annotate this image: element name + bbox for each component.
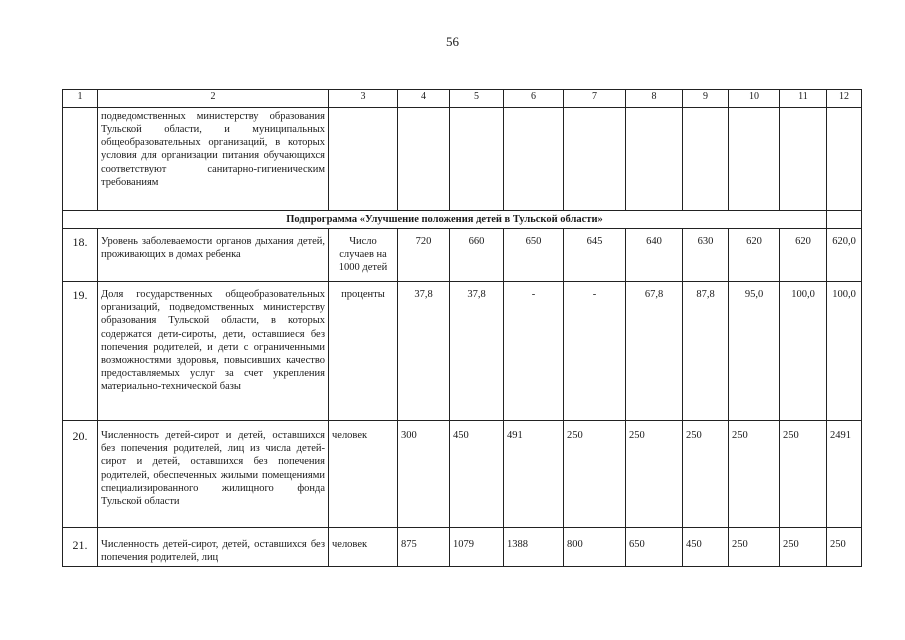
row-description-cell: Доля государственных общеобразовательных организаций, подведомственных министерству образования Тульской области, в которых содержатся дети-сироты, дети, оставшиеся без попечения родителей, и дети с ограниченными возможностями здоровья, повысивших качество предоставляемых услуг за счет укрепления материально-технической базы <box>98 282 329 421</box>
value-cell <box>626 108 683 211</box>
column-header: 6 <box>504 90 564 108</box>
value-cell: 67,8 <box>626 282 683 421</box>
row-number-cell: 18. <box>63 229 98 282</box>
value-cell: - <box>564 282 626 421</box>
value-cell: 1388 <box>504 528 564 567</box>
value-cell <box>564 108 626 211</box>
subprogram-title: Подпрограмма «Улучшение положения детей в Тульской области» <box>63 211 827 229</box>
value-cell: 650 <box>504 229 564 282</box>
column-header: 9 <box>683 90 729 108</box>
value-cell: 1079 <box>450 528 504 567</box>
value-cell: 650 <box>626 528 683 567</box>
value-cell: 630 <box>683 229 729 282</box>
value-cell: 250 <box>626 421 683 528</box>
value-cell: 250 <box>564 421 626 528</box>
column-header: 3 <box>329 90 398 108</box>
value-cell: 2491 <box>827 421 862 528</box>
value-cell: 640 <box>626 229 683 282</box>
value-cell <box>780 108 827 211</box>
value-cell: 100,0 <box>780 282 827 421</box>
unit-cell: человек <box>329 421 398 528</box>
row-number-cell <box>63 108 98 211</box>
column-header: 12 <box>827 90 862 108</box>
value-cell: 250 <box>729 528 780 567</box>
value-cell <box>398 108 450 211</box>
value-cell: 875 <box>398 528 450 567</box>
value-cell <box>827 211 862 229</box>
value-cell: 620 <box>729 229 780 282</box>
value-cell: 800 <box>564 528 626 567</box>
value-cell <box>827 108 862 211</box>
column-header: 1 <box>63 90 98 108</box>
row-number-cell: 19. <box>63 282 98 421</box>
unit-cell: проценты <box>329 282 398 421</box>
value-cell: 720 <box>398 229 450 282</box>
value-cell: 620 <box>780 229 827 282</box>
row-number-cell: 21. <box>63 528 98 567</box>
value-cell: 250 <box>683 421 729 528</box>
value-cell: 250 <box>780 528 827 567</box>
value-cell: 250 <box>827 528 862 567</box>
value-cell <box>450 108 504 211</box>
table-row <box>63 282 862 421</box>
column-header: 2 <box>98 90 329 108</box>
value-cell: 450 <box>683 528 729 567</box>
subprogram-row <box>63 211 862 229</box>
unit-cell <box>329 108 398 211</box>
column-number-row <box>63 90 862 108</box>
table-row <box>63 528 862 567</box>
value-cell: 250 <box>780 421 827 528</box>
value-cell: 491 <box>504 421 564 528</box>
value-cell <box>729 108 780 211</box>
row-description-cell: Численность детей-сирот, детей, оставшихся без попечения родителей, лиц <box>98 528 329 567</box>
row-description-cell: Численность детей-сирот и детей, оставшихся без попечения родителей, лиц из числа детей-сирот и детей, оставшихся без попечения родителей, обеспеченных жилыми помещениями специализированного жилищного фонда Тульской области <box>98 421 329 528</box>
row-description-cell: подведомственных министерству образования Тульской области, и муниципальных общеобразовательных организаций, в которых условия для организации питания обучающихся соответствуют санитарно-гигиеническим требованиям <box>98 108 329 211</box>
unit-cell: Число случаев на 1000 детей <box>329 229 398 282</box>
value-cell: 87,8 <box>683 282 729 421</box>
table-row <box>63 421 862 528</box>
value-cell: 95,0 <box>729 282 780 421</box>
value-cell: 450 <box>450 421 504 528</box>
value-cell: 37,8 <box>398 282 450 421</box>
column-header: 5 <box>450 90 504 108</box>
value-cell: 250 <box>729 421 780 528</box>
column-header: 10 <box>729 90 780 108</box>
table-row-continued <box>63 108 862 211</box>
value-cell: 645 <box>564 229 626 282</box>
page-number: 56 <box>446 34 459 49</box>
column-header: 8 <box>626 90 683 108</box>
table-row <box>63 229 862 282</box>
row-number-cell: 20. <box>63 421 98 528</box>
value-cell: 660 <box>450 229 504 282</box>
column-header: 7 <box>564 90 626 108</box>
value-cell: 620,0 <box>827 229 862 282</box>
unit-cell: человек <box>329 528 398 567</box>
column-header: 11 <box>780 90 827 108</box>
row-description-cell: Уровень заболеваемости органов дыхания детей, проживающих в домах ребенка <box>98 229 329 282</box>
value-cell <box>504 108 564 211</box>
value-cell: - <box>504 282 564 421</box>
value-cell: 100,0 <box>827 282 862 421</box>
value-cell: 37,8 <box>450 282 504 421</box>
value-cell: 300 <box>398 421 450 528</box>
value-cell <box>683 108 729 211</box>
column-header: 4 <box>398 90 450 108</box>
indicators-table <box>62 89 862 567</box>
